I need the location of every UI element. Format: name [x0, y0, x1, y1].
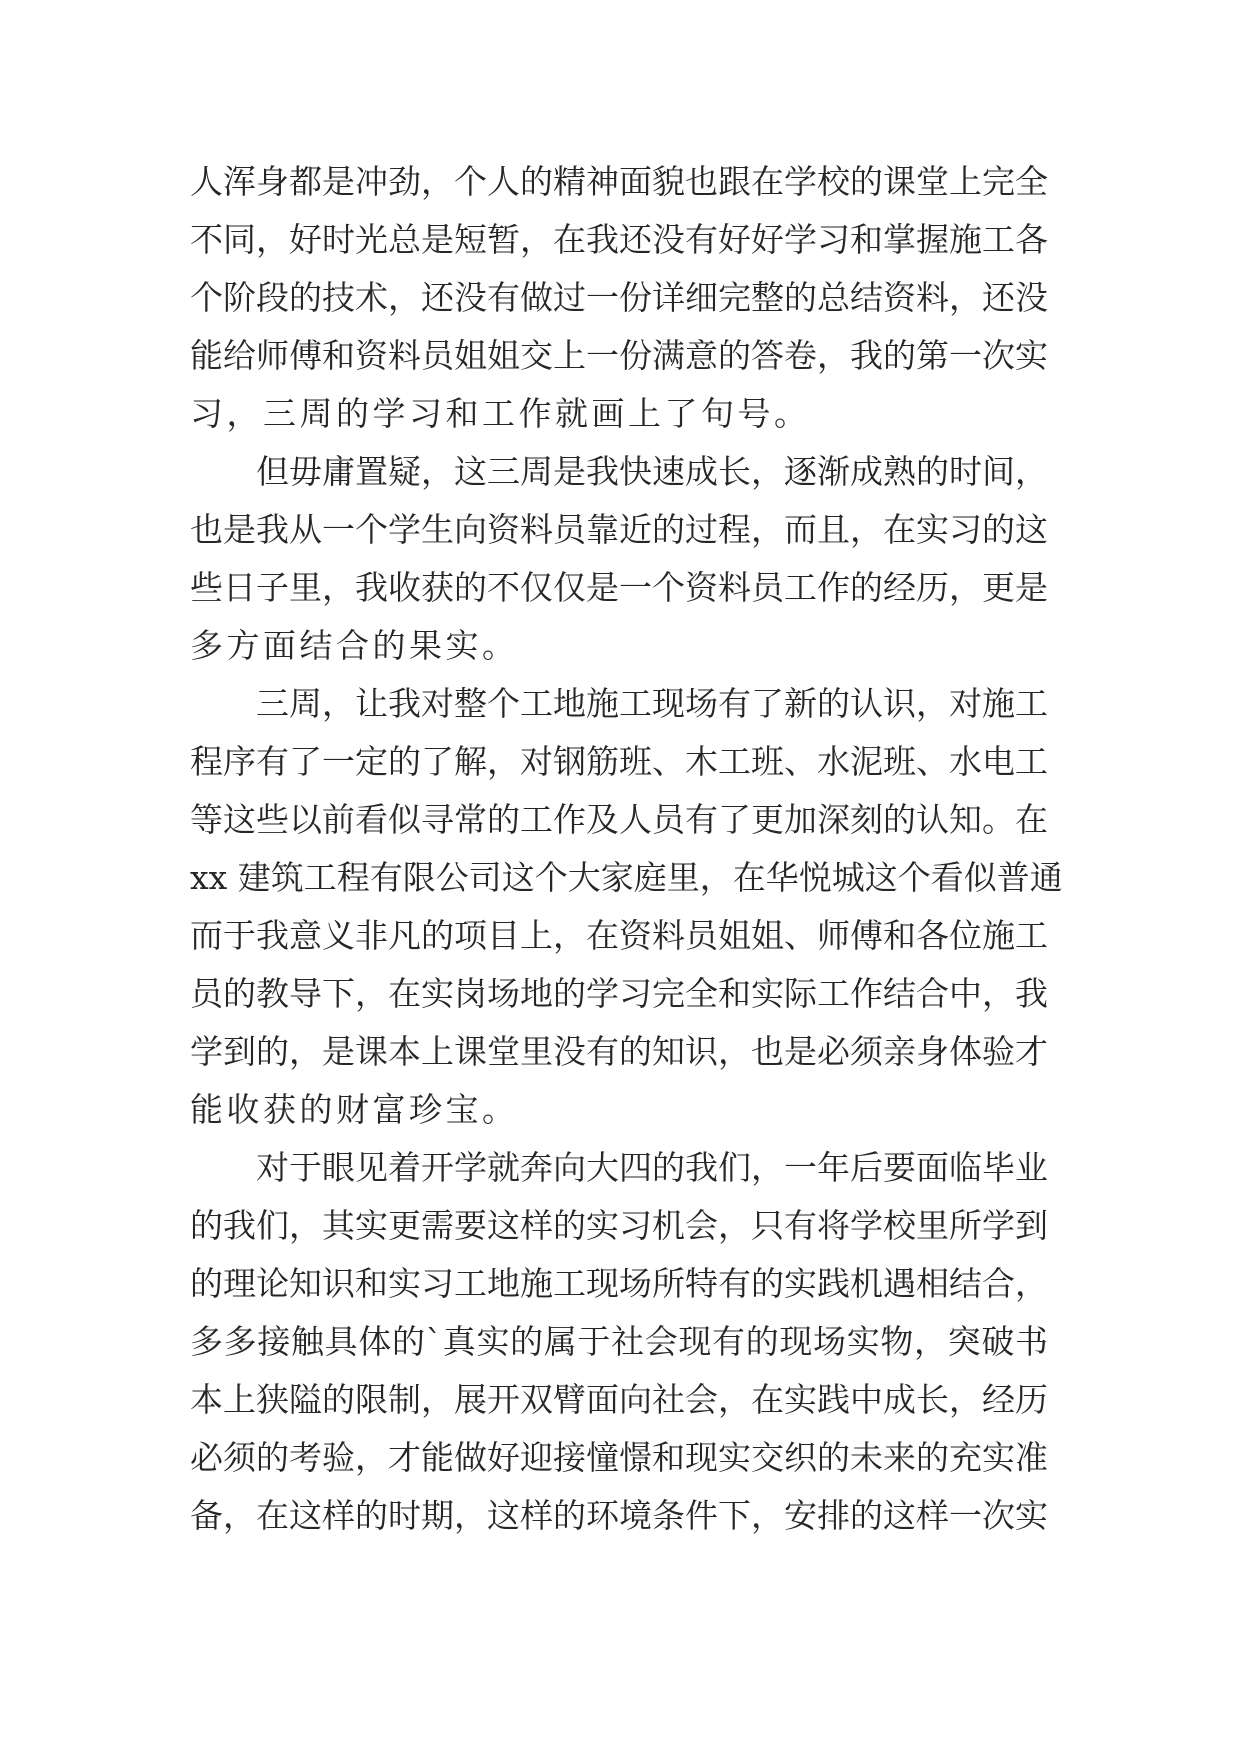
text-line: 本上狭隘的限制，展开双臂面向社会，在实践中成长，经历	[190, 1380, 1048, 1419]
text-line: 能收获的财富珍宝。	[190, 1090, 519, 1129]
text-line: 的我们，其实更需要这样的实习机会，只有将学校里所学到	[190, 1206, 1048, 1245]
text-line: 备，在这样的时期，这样的环境条件下，安排的这样一次实	[190, 1496, 1048, 1535]
text-line: 必须的考验，才能做好迎接憧憬和现实交织的未来的充实准	[190, 1438, 1048, 1477]
text-line: 多方面结合的果实。	[190, 626, 519, 665]
text-line: 习，三周的学习和工作就画上了句号。	[190, 394, 811, 433]
text-line: 多多接触具体的`真实的属于社会现有的现场实物，突破书	[190, 1322, 1048, 1361]
text-line: 的理论知识和实习工地施工现场所特有的实践机遇相结合，	[190, 1264, 1048, 1303]
text-line: 个阶段的技术，还没有做过一份详细完整的总结资料，还没	[190, 278, 1048, 317]
text-line: 些日子里，我收获的不仅仅是一个资料员工作的经历，更是	[190, 568, 1048, 607]
text-line: 不同，好时光总是短暂，在我还没有好好学习和掌握施工各	[190, 220, 1048, 259]
paragraph-first-line: 三周，让我对整个工地施工现场有了新的认识，对施工	[256, 684, 1048, 723]
text-line: 而于我意义非凡的项目上，在资料员姐姐、师傅和各位施工	[190, 916, 1048, 955]
text-line: 等这些以前看似寻常的工作及人员有了更加深刻的认知。在	[190, 800, 1048, 839]
paragraph-first-line: 对于眼见着开学就奔向大四的我们，一年后要面临毕业	[256, 1148, 1048, 1187]
text-line: 也是我从一个学生向资料员靠近的过程，而且，在实习的这	[190, 510, 1048, 549]
text-line: 学到的，是课本上课堂里没有的知识，也是必须亲身体验才	[190, 1032, 1048, 1071]
text-line: xx 建筑工程有限公司这个大家庭里，在华悦城这个看似普通	[190, 858, 1063, 897]
text-line: 人浑身都是冲劲，个人的精神面貌也跟在学校的课堂上完全	[190, 162, 1048, 201]
text-line: 员的教导下，在实岗场地的学习完全和实际工作结合中，我	[190, 974, 1048, 1013]
body-text	[190, 153, 1063, 1545]
paragraph-first-line: 但毋庸置疑，这三周是我快速成长，逐渐成熟的时间，	[256, 452, 1048, 491]
text-line: 能给师傅和资料员姐姐交上一份满意的答卷，我的第一次实	[190, 336, 1048, 375]
text-line: 程序有了一定的了解，对钢筋班、木工班、水泥班、水电工	[190, 742, 1048, 781]
